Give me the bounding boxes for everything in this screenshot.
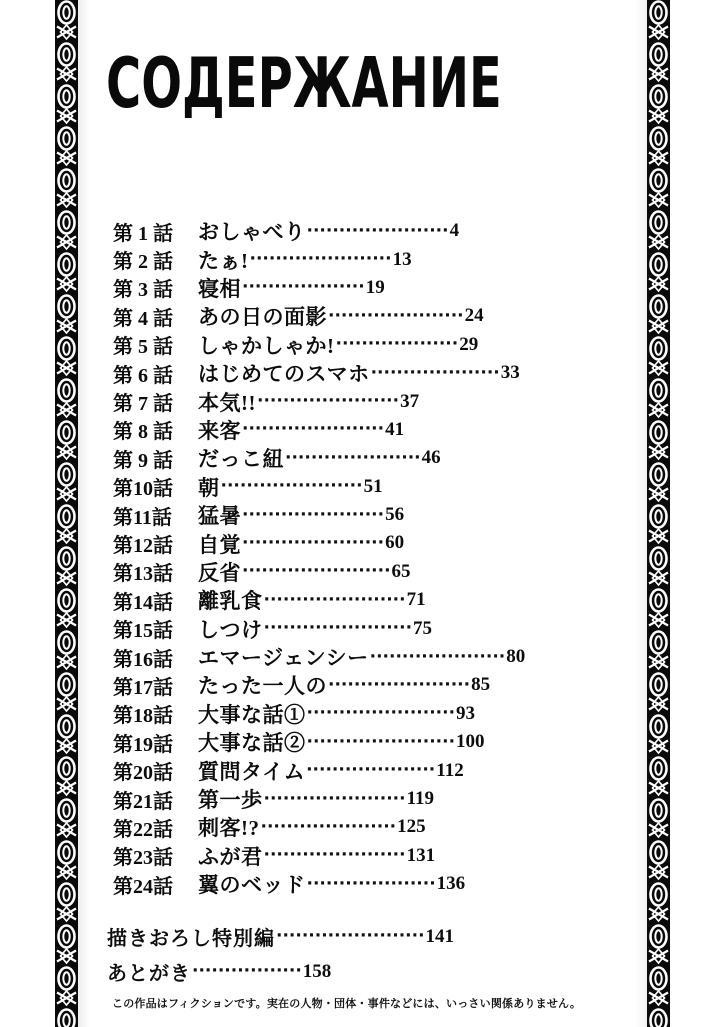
toc-row	[113, 359, 525, 387]
dot-leader: ······················	[263, 845, 406, 866]
dot-leader: ······················	[242, 419, 385, 440]
toc-row	[113, 387, 525, 415]
chapter-title: 寝相	[198, 276, 241, 301]
chapter-label: 第23話	[113, 847, 173, 870]
page-number: 71	[406, 589, 426, 611]
dot-leader: ·················	[192, 961, 302, 981]
chapter-title: 翼のベッド	[198, 873, 306, 898]
chapter-title: 刺客!?	[198, 816, 260, 841]
page-number: 37	[400, 390, 420, 412]
page-number: 131	[406, 844, 436, 866]
chapter-title: 離乳食	[198, 589, 263, 614]
dot-leader: ······················	[257, 391, 400, 412]
toc-row	[113, 501, 525, 529]
dot-leader: ······················	[242, 504, 385, 525]
disclaimer-text: この作品はフィクションです。実在の人物・団体・事件などには、いっさい関係ありません。	[112, 998, 582, 1010]
page-number: 19	[365, 276, 385, 298]
chapter-label: 第14話	[113, 591, 173, 614]
extra-title: 描きおろし特別編	[107, 928, 275, 950]
chapter-title: しゃかしゃか!	[198, 333, 335, 358]
chapter-label: 第 3 話	[113, 279, 173, 302]
dot-leader: ·····················	[369, 646, 506, 667]
chapter-title: たった一人の	[198, 674, 327, 699]
toc-row	[113, 529, 525, 557]
toc-row	[113, 671, 525, 699]
toc-row	[113, 813, 525, 841]
toc-row	[113, 756, 525, 784]
toc-row	[113, 785, 525, 813]
dot-leader: ······················	[263, 788, 406, 809]
dot-leader: ·····················	[328, 305, 464, 326]
dot-leader: ···················	[242, 277, 365, 298]
chapter-label: 第17話	[113, 676, 173, 699]
page-number: 80	[506, 646, 526, 668]
chapter-label: 第24話	[113, 875, 173, 898]
toc-row	[113, 614, 525, 642]
page-number: 33	[500, 362, 520, 384]
toc-row	[113, 245, 525, 273]
dot-leader: ······················	[263, 589, 406, 610]
page-number: 4	[449, 220, 460, 242]
chapter-title: エマージェンシー	[198, 646, 369, 671]
chapter-label: 第 9 話	[113, 449, 173, 472]
toc-row	[113, 331, 525, 359]
toc-row	[113, 302, 525, 330]
page-number: 41	[385, 418, 405, 440]
dot-leader: ·······················	[276, 926, 425, 946]
chapter-label: 第10話	[113, 478, 173, 501]
page-number: 65	[391, 560, 411, 582]
toc-row	[113, 728, 525, 756]
chapter-label: 第18話	[113, 705, 173, 728]
page-number: 56	[385, 504, 405, 526]
page-edge-shadow	[635, 0, 647, 1027]
dot-leader: ·······················	[242, 561, 391, 582]
right-border-ornament	[647, 0, 670, 1027]
left-border-ornament	[55, 0, 78, 1027]
dot-leader: ····················	[306, 760, 436, 781]
chapter-title: 大事な話①	[198, 702, 306, 727]
page-number: 158	[302, 960, 332, 982]
chapter-label: 第 8 話	[113, 421, 173, 444]
page-number: 141	[425, 925, 455, 947]
dot-leader: ······················	[242, 532, 385, 553]
toc-row	[113, 416, 525, 444]
dot-leader: ······················	[328, 674, 471, 695]
extra-title: あとがき	[107, 963, 191, 985]
chapter-label: 第 4 話	[113, 307, 173, 330]
extras-list	[107, 919, 454, 989]
chapter-title: はじめてのスマホ	[198, 362, 370, 387]
dot-leader: ······················	[306, 220, 449, 241]
page-number: 13	[392, 248, 412, 270]
toc-row	[113, 700, 525, 728]
page-number: 112	[436, 759, 464, 781]
page-number: 51	[363, 475, 383, 497]
chapter-label: 第15話	[113, 620, 173, 643]
chapter-title: 本気!!	[198, 390, 256, 415]
toc-row	[113, 870, 525, 898]
chapter-label: 第13話	[113, 563, 173, 586]
dot-leader: ·····················	[260, 816, 397, 837]
chapter-title: ふが君	[198, 844, 263, 869]
chapter-title: 自覚	[198, 532, 241, 557]
chapter-label: 第12話	[113, 535, 173, 557]
dot-leader: ·······················	[306, 731, 456, 752]
dot-leader: ·····················	[285, 447, 421, 468]
page-number: 93	[456, 702, 476, 724]
chapter-title: おしゃべり	[198, 220, 306, 245]
chapter-title: あの日の面影	[198, 305, 327, 330]
page-number: 75	[413, 617, 433, 639]
page-title: СОДЕРЖАНИЕ	[106, 44, 502, 125]
dot-leader: ······················	[249, 249, 392, 270]
page-number: 24	[464, 305, 484, 327]
toc-row	[113, 217, 525, 245]
page-number: 46	[421, 447, 441, 469]
page-number: 100	[456, 731, 485, 753]
dot-leader: ······················	[220, 476, 363, 497]
chapter-title: 猛暑	[198, 504, 241, 529]
chapter-list	[113, 217, 525, 898]
chapter-title: 朝	[198, 475, 220, 500]
chapter-title: 大事な話②	[198, 731, 306, 756]
chain-pattern-icon	[647, 0, 670, 1027]
dot-leader: ····················	[370, 362, 500, 383]
chapter-title: 反省	[198, 560, 241, 585]
page-number: 119	[406, 788, 435, 809]
chain-pattern-icon	[55, 0, 78, 1027]
chapter-label: 第11話	[113, 506, 172, 529]
page-number: 125	[397, 816, 426, 838]
chapter-label: 第 2 話	[113, 251, 173, 274]
chapter-title: 第一歩	[198, 788, 263, 813]
chapter-label: 第 6 話	[113, 364, 173, 387]
chapter-label: 第16話	[113, 648, 173, 671]
chapter-label: 第19話	[113, 733, 173, 756]
dot-leader: ·······················	[306, 703, 456, 724]
chapter-title: 来客	[198, 418, 241, 443]
page-number: 29	[459, 333, 479, 355]
toc-row	[113, 558, 525, 586]
toc-row	[113, 842, 525, 870]
chapter-label: 第21話	[113, 790, 173, 813]
dot-leader: ····················	[306, 873, 436, 894]
toc-row	[113, 586, 525, 614]
dot-leader: ·······················	[263, 618, 413, 639]
toc-row	[113, 444, 525, 472]
chapter-label: 第22話	[113, 818, 173, 841]
chapter-title: たぁ!	[198, 248, 249, 273]
chapter-title: 質問タイム	[198, 759, 306, 784]
chapter-label: 第 1 話	[113, 222, 173, 245]
page-number: 60	[385, 532, 405, 554]
toc-row	[113, 643, 525, 671]
chapter-title: しつけ	[198, 617, 263, 642]
extra-row	[107, 954, 454, 989]
chapter-label: 第 7 話	[113, 393, 173, 416]
chapter-label: 第 5 話	[113, 336, 173, 359]
page-gutter-shadow	[78, 0, 90, 1027]
toc-row	[113, 274, 525, 302]
chapter-title: だっこ紐	[198, 447, 284, 472]
extra-row	[107, 919, 454, 954]
page-number: 85	[471, 674, 491, 696]
dot-leader: ···················	[335, 334, 459, 355]
page-number: 136	[436, 873, 466, 895]
chapter-label: 第20話	[113, 762, 173, 785]
toc-row	[113, 473, 525, 501]
